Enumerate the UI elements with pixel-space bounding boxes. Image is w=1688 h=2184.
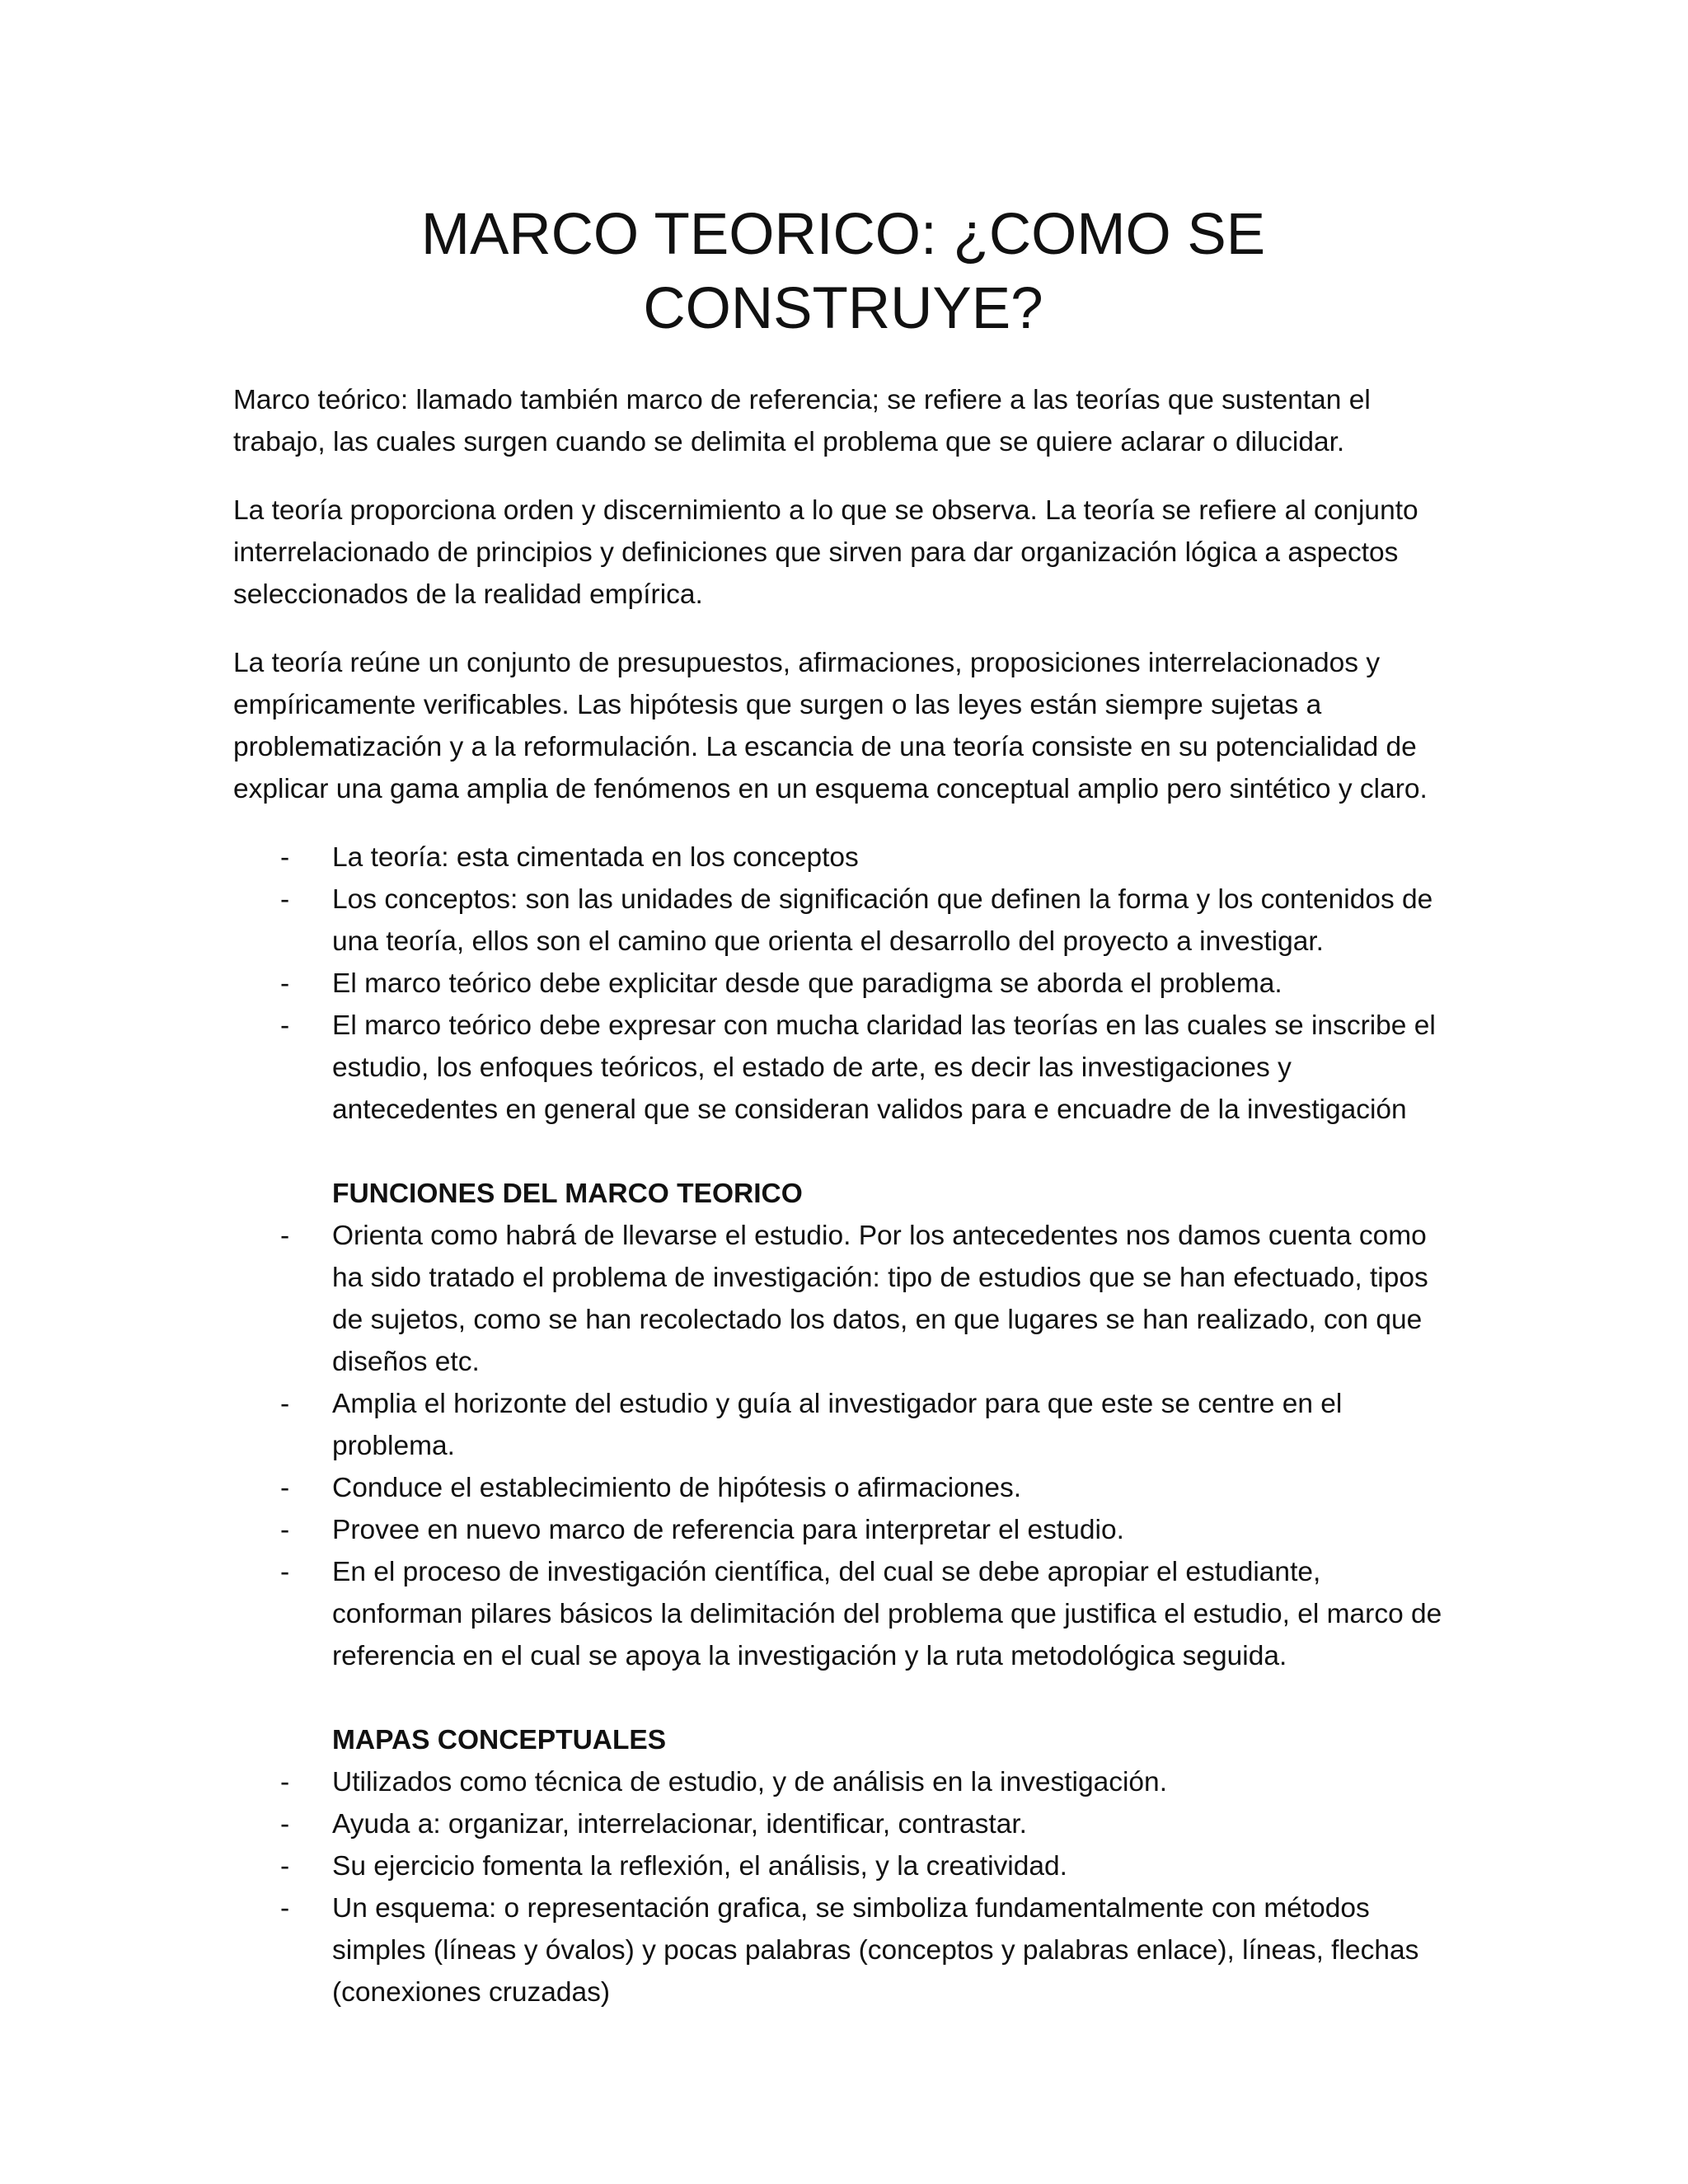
paragraph-teoria-reune: La teoría reúne un conjunto de presupuestos, afirmaciones, proposiciones interrelacionados y empíricamente verificables. Las hipótesis que surgen o las leyes están siempre sujetas a problematización y a la reformulación. La escancia de una teoría consiste en su potencialidad de explicar una gama amplia de fenómenos en un esquema conceptual amplio pero sintético y claro. xyxy=(233,648,1428,804)
section-heading-funciones: FUNCIONES DEL MARCO TEORICO xyxy=(332,1179,803,1209)
dash-bullet: - xyxy=(280,1893,290,1924)
dash-bullet: - xyxy=(280,1515,290,1545)
dash-bullet: - xyxy=(280,884,290,915)
dash-bullet: - xyxy=(280,1010,290,1041)
dash-bullet: - xyxy=(280,1473,290,1503)
list-item: - Amplia el horizonte del estudio y guía al investigador para que este se centre en el problema. xyxy=(233,1383,1453,1467)
funciones-list xyxy=(233,1215,1453,1677)
list-item: - Conduce el establecimiento de hipótesis o afirmaciones. xyxy=(233,1467,1453,1509)
paragraph-teoria-orden: La teoría proporciona orden y discernimiento a lo que se observa. La teoría se refiere al conjunto interrelacionado de principios y definiciones que sirven para dar organización lógica a aspectos seleccionados de la realidad empírica. xyxy=(233,495,1418,610)
dash-bullet: - xyxy=(280,968,290,999)
dash-bullet: - xyxy=(280,1557,290,1587)
mapas-list xyxy=(233,1761,1453,2013)
list-item: - Ayuda a: organizar, interrelacionar, identificar, contrastar. xyxy=(233,1803,1453,1845)
list-item: - Provee en nuevo marco de referencia para interpretar el estudio. xyxy=(233,1509,1453,1551)
dash-bullet: - xyxy=(280,1221,290,1251)
list-item: - Los conceptos: son las unidades de significación que definen la forma y los contenidos de una teoría, ellos son el camino que orienta el desarrollo del proyecto a investigar. xyxy=(233,879,1453,963)
section-heading-mapas: MAPAS CONCEPTUALES xyxy=(332,1725,667,1755)
document-body xyxy=(233,198,1453,2013)
dash-bullet: - xyxy=(280,1809,290,1840)
list-item: - La teoría: esta cimentada en los conceptos xyxy=(233,837,1453,879)
list-item: - Utilizados como técnica de estudio, y de análisis en la investigación. xyxy=(233,1761,1453,1803)
list-item: - En el proceso de investigación científica, del cual se debe apropiar el estudiante, conforman pilares básicos la delimitación del problema que justifica el estudio, el marco de referencia en el cual se apoya la investigación y la ruta metodológica seguida. xyxy=(233,1551,1453,1677)
list-item: - Su ejercicio fomenta la reflexión, el análisis, y la creatividad. xyxy=(233,1845,1453,1887)
list-item: - El marco teórico debe expresar con mucha claridad las teorías en las cuales se inscribe el estudio, los enfoques teóricos, el estado de arte, es decir las investigaciones y antecedentes en general que se consideran validos para e encuadre de la investigación xyxy=(233,1005,1453,1131)
list-item: - Orienta como habrá de llevarse el estudio. Por los antecedentes nos damos cuenta como ha sido tratado el problema de investigación: tipo de estudios que se han efectuado, tipos de sujetos, como se han recolectado los datos, en que lugares se han realizado, con que diseños etc. xyxy=(233,1215,1453,1383)
paragraph-marco-teorico: Marco teórico: llamado también marco de referencia; se refiere a las teorías que sustentan el trabajo, las cuales surgen cuando se delimita el problema que se quiere aclarar o dilucidar. xyxy=(233,385,1371,457)
concepts-list xyxy=(233,837,1453,1131)
dash-bullet: - xyxy=(280,842,290,873)
list-item: - El marco teórico debe explicitar desde que paradigma se aborda el problema. xyxy=(233,963,1453,1005)
dash-bullet: - xyxy=(280,1851,290,1882)
page-title: MARCO TEORICO: ¿COMO SE CONSTRUYE? xyxy=(420,202,1266,341)
dash-bullet: - xyxy=(280,1767,290,1797)
dash-bullet: - xyxy=(280,1389,290,1419)
list-item: - Un esquema: o representación grafica, se simboliza fundamentalmente con métodos simples (líneas y óvalos) y pocas palabras (conceptos y palabras enlace), líneas, flechas (conexiones cruzadas) xyxy=(233,1887,1453,2013)
